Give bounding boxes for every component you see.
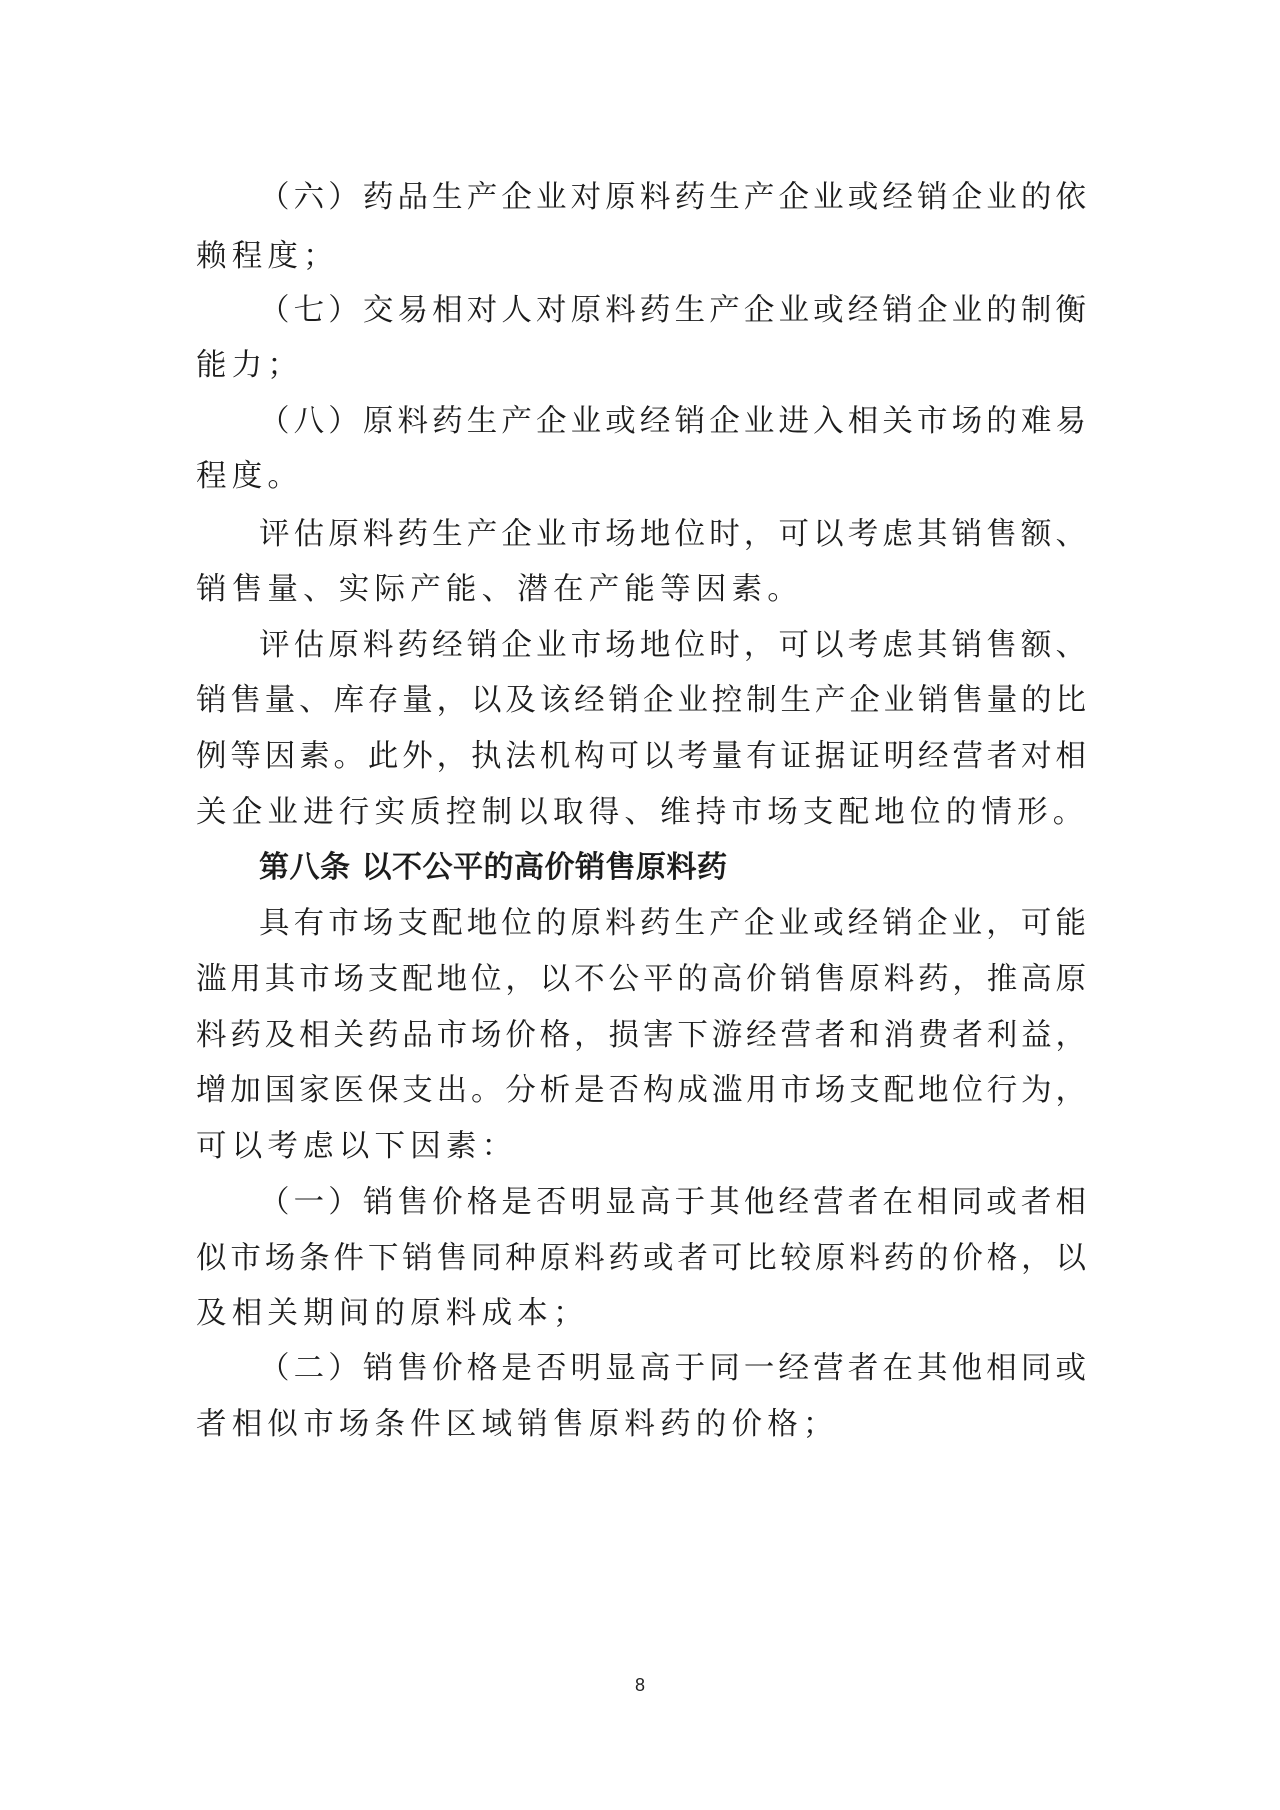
- item-7-line-2: 能力；: [196, 348, 304, 383]
- factor-2-line-2: 者相似市场条件区域销售原料药的价格；: [196, 1407, 839, 1442]
- factor-2-line-1: （二）销售价格是否明显高于同一经营者在其他相同或: [259, 1351, 1086, 1386]
- article-8-heading: 第八条 以不公平的高价销售原料药: [259, 850, 728, 885]
- article-8-intro-line-3: 料药及相关药品市场价格，损害下游经营者和消费者利益，: [196, 1018, 1086, 1053]
- factor-1-line-1: （一）销售价格是否明显高于其他经营者在相同或者相: [259, 1185, 1086, 1220]
- producer-paragraph-line-1: 评估原料药生产企业市场地位时，可以考虑其销售额、: [259, 517, 1086, 552]
- distributor-paragraph-line-3: 例等因素。此外，执法机构可以考量有证据证明经营者对相: [196, 739, 1086, 774]
- producer-paragraph-line-2: 销售量、实际产能、潜在产能等因素。: [196, 572, 803, 607]
- factor-1-line-3: 及相关期间的原料成本；: [196, 1296, 589, 1331]
- item-8-line-2: 程度。: [196, 459, 304, 494]
- article-8-intro-line-5: 可以考虑以下因素：: [196, 1129, 518, 1164]
- factor-1-line-2: 似市场条件下销售同种原料药或者可比较原料药的价格，以: [196, 1241, 1086, 1276]
- article-8-intro-line-2: 滥用其市场支配地位，以不公平的高价销售原料药，推高原: [196, 962, 1086, 997]
- distributor-paragraph-line-2: 销售量、库存量，以及该经销企业控制生产企业销售量的比: [196, 683, 1086, 718]
- item-8-line-1: （八）原料药生产企业或经销企业进入相关市场的难易: [259, 404, 1086, 439]
- item-6-line-2: 赖程度；: [196, 239, 339, 274]
- item-6-line-1: （六）药品生产企业对原料药生产企业或经销企业的依: [259, 180, 1086, 215]
- item-7-line-1: （七）交易相对人对原料药生产企业或经销企业的制衡: [259, 293, 1086, 328]
- article-8-intro-line-1: 具有市场支配地位的原料药生产企业或经销企业，可能: [259, 906, 1086, 941]
- article-8-intro-line-4: 增加国家医保支出。分析是否构成滥用市场支配地位行为，: [196, 1073, 1086, 1108]
- distributor-paragraph-line-4: 关企业进行实质控制以取得、维持市场支配地位的情形。: [196, 795, 1089, 830]
- distributor-paragraph-line-1: 评估原料药经销企业市场地位时，可以考虑其销售额、: [259, 628, 1086, 663]
- page-number: 8: [634, 1675, 645, 1695]
